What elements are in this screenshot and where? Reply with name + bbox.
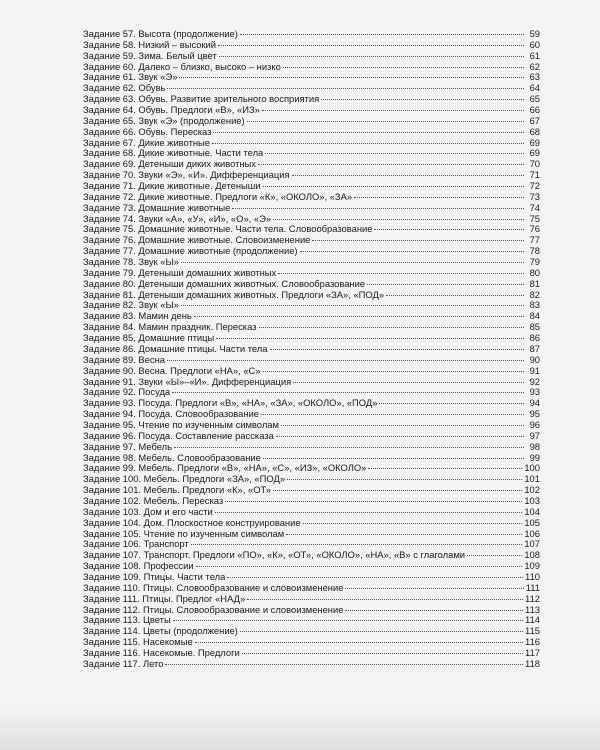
- toc-entry: [83, 648, 540, 659]
- toc-dot-leader: [354, 197, 524, 198]
- toc-dot-leader: [281, 425, 524, 426]
- toc-entry-page-number: 87: [529, 342, 540, 354]
- toc-entry-title: Задание 113. Цветы: [83, 615, 171, 626]
- toc-entry-page-number: 109: [524, 560, 540, 572]
- toc-dot-leader: [195, 642, 523, 643]
- toc-entry-page-number: 76: [529, 223, 540, 235]
- toc-entry-page-number: 72: [529, 180, 540, 192]
- toc-entry-title: Задание 111. Птицы. Предлог «НАД»: [83, 593, 246, 604]
- toc-entry-page-number: 103: [524, 494, 540, 506]
- toc-entry-title: Задание 84. Мамин праздник. Пересказ: [83, 322, 257, 333]
- toc-entry-title: Задание 59. Зима. Белый цвет: [83, 50, 217, 61]
- toc-entry-title: Задание 69. Детеныши диких животных: [83, 159, 256, 170]
- toc-entry-title: Задание 86. Домашние птицы. Части тела: [83, 343, 268, 354]
- toc-entry: [83, 387, 540, 398]
- toc-entry: [83, 116, 540, 127]
- toc-dot-leader: [293, 382, 524, 383]
- toc-entry-title: Задание 114. Цветы (продолжение): [83, 626, 238, 637]
- toc-entry-page-number: 66: [529, 104, 540, 116]
- toc-dot-leader: [312, 240, 524, 241]
- toc-entry-title: Задание 77. Домашние животные (продолжение): [83, 246, 298, 257]
- toc-entry: [83, 72, 540, 83]
- toc-entry: [83, 420, 540, 431]
- toc-entry-title: Задание 112. Птицы. Словообразование и словоизменение: [83, 604, 344, 615]
- toc-entry-page-number: 84: [529, 310, 540, 322]
- toc-entry: [83, 203, 540, 214]
- toc-entry-page-number: 100: [524, 462, 540, 474]
- toc-dot-leader: [173, 620, 523, 621]
- toc-entry-page-number: 106: [524, 527, 540, 539]
- toc-entry-page-number: 69: [529, 147, 540, 159]
- toc-dot-leader: [219, 56, 524, 57]
- toc-dot-leader: [240, 631, 523, 632]
- toc-dot-leader: [286, 534, 522, 535]
- toc-entry: [83, 453, 540, 464]
- toc-entry-title: Задание 80. Детеныши домашних животных. Словообразование: [83, 278, 366, 289]
- toc-entry-page-number: 111: [525, 581, 540, 593]
- toc-entry: [83, 51, 540, 62]
- toc-entry-title: Задание 103. Дом и его части: [83, 506, 213, 517]
- toc-entry-page-number: 117: [525, 646, 540, 658]
- toc-entry-title: Задание 62. Обувь: [83, 83, 166, 94]
- toc-entry: [83, 615, 540, 626]
- toc-dot-leader: [292, 175, 524, 176]
- toc-dot-leader: [368, 468, 522, 469]
- toc-dot-leader: [213, 132, 524, 133]
- toc-dot-leader: [172, 392, 524, 393]
- toc-entry: [83, 442, 540, 453]
- toc-entry-title: Задание 75. Домашние животные. Части тела. Словообразование: [83, 224, 373, 235]
- toc-dot-leader: [196, 566, 523, 567]
- toc-entry-page-number: 69: [529, 136, 540, 148]
- toc-entry-page-number: 75: [529, 212, 540, 224]
- toc-entry-page-number: 63: [529, 71, 540, 83]
- toc-entry-page-number: 105: [524, 516, 540, 528]
- toc-entry-title: Задание 68. Дикие животные. Части тела: [83, 148, 264, 159]
- toc-dot-leader: [191, 544, 523, 545]
- toc-entry-page-number: 90: [529, 353, 540, 365]
- toc-entry-title: Задание 100. Мебель. Предлоги «ЗА», «ПОД»: [83, 474, 286, 485]
- toc-entry-title: Задание 96. Посуда. Составление рассказа: [83, 430, 274, 441]
- toc-entry-page-number: 112: [525, 592, 540, 604]
- toc-entry-page-number: 98: [529, 440, 540, 452]
- toc-entry-title: Задание 93. Посуда. Предлоги «В», «НА», «ЗА», «ОКОЛО», «ПОД»: [83, 398, 378, 409]
- toc-dot-leader: [167, 88, 524, 89]
- toc-entry-title: Задание 81. Детеныши домашних животных. Предлоги «ЗА», «ПОД»: [83, 289, 385, 300]
- toc-entry-title: Задание 98. Мебель. Словообразование: [83, 452, 261, 463]
- toc-entry-page-number: 95: [529, 408, 540, 420]
- toc-entry-title: Задание 78. Звук «Ы»: [83, 257, 179, 268]
- toc-entry-page-number: 71: [529, 169, 540, 181]
- toc-entry-title: Задание 115. Насекомые: [83, 637, 193, 648]
- toc-dot-leader: [165, 664, 523, 665]
- toc-entry-title: Задание 91. Звуки «Ы»–«И». Дифференциация: [83, 376, 292, 387]
- toc-entry: [83, 322, 540, 333]
- toc-entry-page-number: 73: [529, 190, 540, 202]
- toc-dot-leader: [174, 447, 524, 448]
- table-of-contents: [83, 29, 540, 670]
- toc-entry-page-number: 74: [529, 201, 540, 213]
- toc-entry-page-number: 97: [529, 429, 540, 441]
- toc-entry-page-number: 65: [529, 93, 540, 105]
- toc-entry: [83, 550, 540, 561]
- toc-dot-leader: [386, 295, 524, 296]
- toc-dot-leader: [179, 77, 524, 78]
- toc-dot-leader: [367, 284, 524, 285]
- toc-entry-title: Задание 73. Домашние животные: [83, 202, 231, 213]
- toc-entry-title: Задание 70. Звуки «Э», «И». Дифференциация: [83, 170, 290, 181]
- toc-entry: [83, 214, 540, 225]
- toc-dot-leader: [265, 153, 524, 154]
- toc-entry-page-number: 62: [529, 60, 540, 72]
- toc-entry: [83, 344, 540, 355]
- toc-entry: [83, 474, 540, 485]
- toc-entry-page-number: 85: [529, 321, 540, 333]
- toc-entry-title: Задание 60. Далеко – близко, высоко – низко: [83, 61, 281, 72]
- toc-entry: [83, 127, 540, 138]
- toc-entry-page-number: 102: [524, 484, 540, 496]
- toc-entry-page-number: 59: [529, 28, 540, 39]
- toc-entry-title: Задание 94. Посуда. Словообразование: [83, 409, 260, 420]
- toc-dot-leader: [321, 99, 524, 100]
- toc-entry-title: Задание 110. Птицы. Словообразование и словоизменение: [83, 582, 344, 593]
- toc-entry-title: Задание 102. Мебель. Пересказ: [83, 495, 224, 506]
- toc-entry-title: Задание 97. Мебель: [83, 441, 172, 452]
- toc-dot-leader: [263, 186, 524, 187]
- toc-entry-page-number: 92: [529, 375, 540, 387]
- toc-entry-title: Задание 57. Высота (продолжение): [83, 29, 238, 39]
- toc-entry-title: Задание 85. Домашние птицы: [83, 333, 215, 344]
- toc-entry: [83, 561, 540, 572]
- toc-dot-leader: [247, 121, 524, 122]
- toc-entry-title: Задание 95. Чтение по изученным символам: [83, 419, 279, 430]
- toc-entry: [83, 40, 540, 51]
- toc-entry-page-number: 110: [525, 570, 540, 582]
- toc-dot-leader: [467, 555, 522, 556]
- toc-dot-leader: [240, 34, 524, 35]
- toc-dot-leader: [300, 251, 524, 252]
- toc-entry-page-number: 93: [529, 386, 540, 398]
- toc-entry-title: Задание 67. Дикие животные: [83, 137, 210, 148]
- toc-entry-title: Задание 58. Низкий – высокий: [83, 39, 217, 50]
- toc-entry-page-number: 82: [529, 288, 540, 300]
- toc-dot-leader: [273, 490, 522, 491]
- toc-entry-page-number: 86: [529, 332, 540, 344]
- toc-dot-leader: [232, 208, 524, 209]
- toc-entry: [83, 224, 540, 235]
- toc-entry: [83, 29, 540, 40]
- toc-entry: [83, 659, 540, 670]
- toc-entry-page-number: 80: [529, 266, 540, 278]
- toc-dot-leader: [270, 349, 525, 350]
- toc-dot-leader: [263, 371, 524, 372]
- toc-entry: [83, 605, 540, 616]
- toc-dot-leader: [283, 67, 524, 68]
- toc-entry-page-number: 118: [525, 657, 540, 669]
- toc-entry: [83, 257, 540, 268]
- toc-entry-title: Задание 117. Лето: [83, 658, 164, 669]
- toc-entry-title: Задание 74. Звуки «А», «У», «И», «О», «Э»: [83, 213, 272, 224]
- toc-dot-leader: [345, 588, 523, 589]
- toc-dot-leader: [262, 110, 524, 111]
- toc-entry-page-number: 94: [529, 397, 540, 409]
- toc-entry-title: Задание 82. Звук «Ы»: [83, 300, 179, 311]
- toc-dot-leader: [181, 305, 524, 306]
- toc-dot-leader: [194, 316, 524, 317]
- toc-entry-title: Задание 63. Обувь. Развитие зрительного восприятия: [83, 94, 320, 105]
- toc-entry: [83, 366, 540, 377]
- toc-entry: [83, 94, 540, 105]
- toc-dot-leader: [212, 143, 524, 144]
- toc-entry-page-number: 81: [529, 277, 540, 289]
- toc-entry-title: Задание 107. Транспорт. Предлоги «ПО», «К», «ОТ», «ОКОЛО», «НА», «В» с глаголами: [83, 550, 466, 561]
- toc-entry: [83, 637, 540, 648]
- toc-entry-title: Задание 116. Насекомые. Предлоги: [83, 647, 240, 658]
- toc-entry-page-number: 107: [524, 538, 540, 550]
- toc-entry-title: Задание 72. Дикие животные. Предлоги «К», «ОКОЛО», «ЗА»: [83, 191, 353, 202]
- toc-entry-title: Задание 83. Мамин день: [83, 311, 192, 322]
- toc-entry: [83, 398, 540, 409]
- toc-entry: [83, 377, 540, 388]
- toc-entry-title: Задание 105. Чтение по изученным символам: [83, 528, 285, 539]
- toc-entry-page-number: 104: [524, 505, 540, 517]
- toc-entry-title: Задание 101. Мебель. Предлоги «К», «ОТ»: [83, 485, 272, 496]
- toc-entry: [83, 485, 540, 496]
- toc-entry: [83, 431, 540, 442]
- toc-entry: [83, 181, 540, 192]
- toc-dot-leader: [247, 599, 523, 600]
- toc-entry-title: Задание 76. Домашние животные. Словоизменение: [83, 235, 311, 246]
- toc-dot-leader: [216, 338, 524, 339]
- toc-entry-title: Задание 90. Весна. Предлоги «НА», «С»: [83, 365, 261, 376]
- toc-entry-title: Задание 106. Транспорт: [83, 539, 189, 550]
- toc-entry: [83, 170, 540, 181]
- toc-entry: [83, 268, 540, 279]
- toc-dot-leader: [273, 219, 524, 220]
- toc-entry-title: Задание 108. Профессии: [83, 561, 194, 572]
- toc-entry-page-number: 101: [524, 473, 540, 485]
- toc-entry-page-number: 68: [529, 125, 540, 137]
- toc-entry-page-number: 60: [529, 38, 540, 50]
- toc-entry: [83, 539, 540, 550]
- toc-dot-leader: [227, 577, 523, 578]
- toc-entry: [83, 333, 540, 344]
- toc-entry-page-number: 99: [529, 451, 540, 463]
- toc-entry: [83, 626, 540, 637]
- toc-entry-page-number: 67: [529, 114, 540, 126]
- toc-entry: [83, 496, 540, 507]
- toc-entry-page-number: 70: [529, 158, 540, 170]
- toc-entry-page-number: 114: [525, 614, 540, 626]
- toc-entry: [83, 529, 540, 540]
- toc-entry-title: Задание 99. Мебель. Предлоги «В», «НА», «С», «ИЗ», «ОКОЛО»: [83, 463, 367, 474]
- toc-entry-title: Задание 92. Посуда: [83, 387, 171, 398]
- toc-entry: [83, 355, 540, 366]
- toc-dot-leader: [303, 523, 523, 524]
- toc-dot-leader: [345, 610, 523, 611]
- toc-entry-title: Задание 64. Обувь. Предлоги «В», «ИЗ»: [83, 105, 260, 116]
- toc-entry-page-number: 113: [525, 603, 540, 615]
- toc-entry-page-number: 64: [529, 82, 540, 94]
- toc-dot-leader: [258, 164, 524, 165]
- toc-entry: [83, 583, 540, 594]
- toc-entry: [83, 279, 540, 290]
- toc-entry: [83, 518, 540, 529]
- toc-dot-leader: [259, 327, 525, 328]
- toc-entry: [83, 83, 540, 94]
- toc-entry: [83, 594, 540, 605]
- toc-entry: [83, 572, 540, 583]
- toc-dot-leader: [242, 653, 523, 654]
- toc-entry-page-number: 96: [529, 418, 540, 430]
- toc-dot-leader: [374, 229, 524, 230]
- toc-entry: [83, 409, 540, 420]
- toc-entry: [83, 235, 540, 246]
- page-bottom-shadow: [0, 710, 600, 750]
- toc-entry-title: Задание 89. Весна: [83, 354, 165, 365]
- toc-entry-title: Задание 104. Дом. Плоскостное конструирование: [83, 517, 301, 528]
- toc-dot-leader: [278, 273, 524, 274]
- toc-entry: [83, 290, 540, 301]
- toc-entry-title: Задание 71. Дикие животные. Детеныши: [83, 181, 261, 192]
- toc-entry: [83, 138, 540, 149]
- toc-entry: [83, 148, 540, 159]
- toc-dot-leader: [276, 436, 524, 437]
- toc-entry-page-number: 115: [525, 625, 540, 637]
- toc-entry-page-number: 79: [529, 256, 540, 268]
- toc-entry-title: Задание 65. Звук «Э» (продолжение): [83, 115, 245, 126]
- toc-entry-title: Задание 79. Детеныши домашних животных: [83, 267, 277, 278]
- toc-entry-title: Задание 66. Обувь. Пересказ: [83, 126, 212, 137]
- toc-entry: [83, 105, 540, 116]
- toc-entry-title: Задание 109. Птицы. Части тела: [83, 571, 226, 582]
- toc-entry: [83, 311, 540, 322]
- toc-entry-page-number: 83: [529, 299, 540, 311]
- toc-entry: [83, 246, 540, 257]
- toc-dot-leader: [181, 262, 524, 263]
- toc-entry: [83, 192, 540, 203]
- toc-entry-page-number: 61: [529, 49, 540, 61]
- toc-entry-title: Задание 61. Звук «Э»: [83, 72, 178, 83]
- toc-entry-page-number: 108: [524, 549, 540, 561]
- toc-entry-page-number: 91: [529, 364, 540, 376]
- toc-dot-leader: [215, 512, 523, 513]
- toc-entry: [83, 300, 540, 311]
- toc-dot-leader: [167, 360, 524, 361]
- toc-entry-page-number: 78: [529, 245, 540, 257]
- toc-entry-page-number: 116: [525, 636, 540, 648]
- toc-dot-leader: [225, 501, 522, 502]
- toc-entry: [83, 159, 540, 170]
- toc-entry: [83, 507, 540, 518]
- toc-dot-leader: [261, 414, 524, 415]
- toc-dot-leader: [263, 458, 524, 459]
- toc-entry: [83, 463, 540, 474]
- toc-dot-leader: [218, 45, 524, 46]
- toc-dot-leader: [287, 479, 522, 480]
- toc-entry-page-number: 77: [529, 234, 540, 246]
- toc-entry: [83, 62, 540, 73]
- toc-dot-leader: [379, 403, 524, 404]
